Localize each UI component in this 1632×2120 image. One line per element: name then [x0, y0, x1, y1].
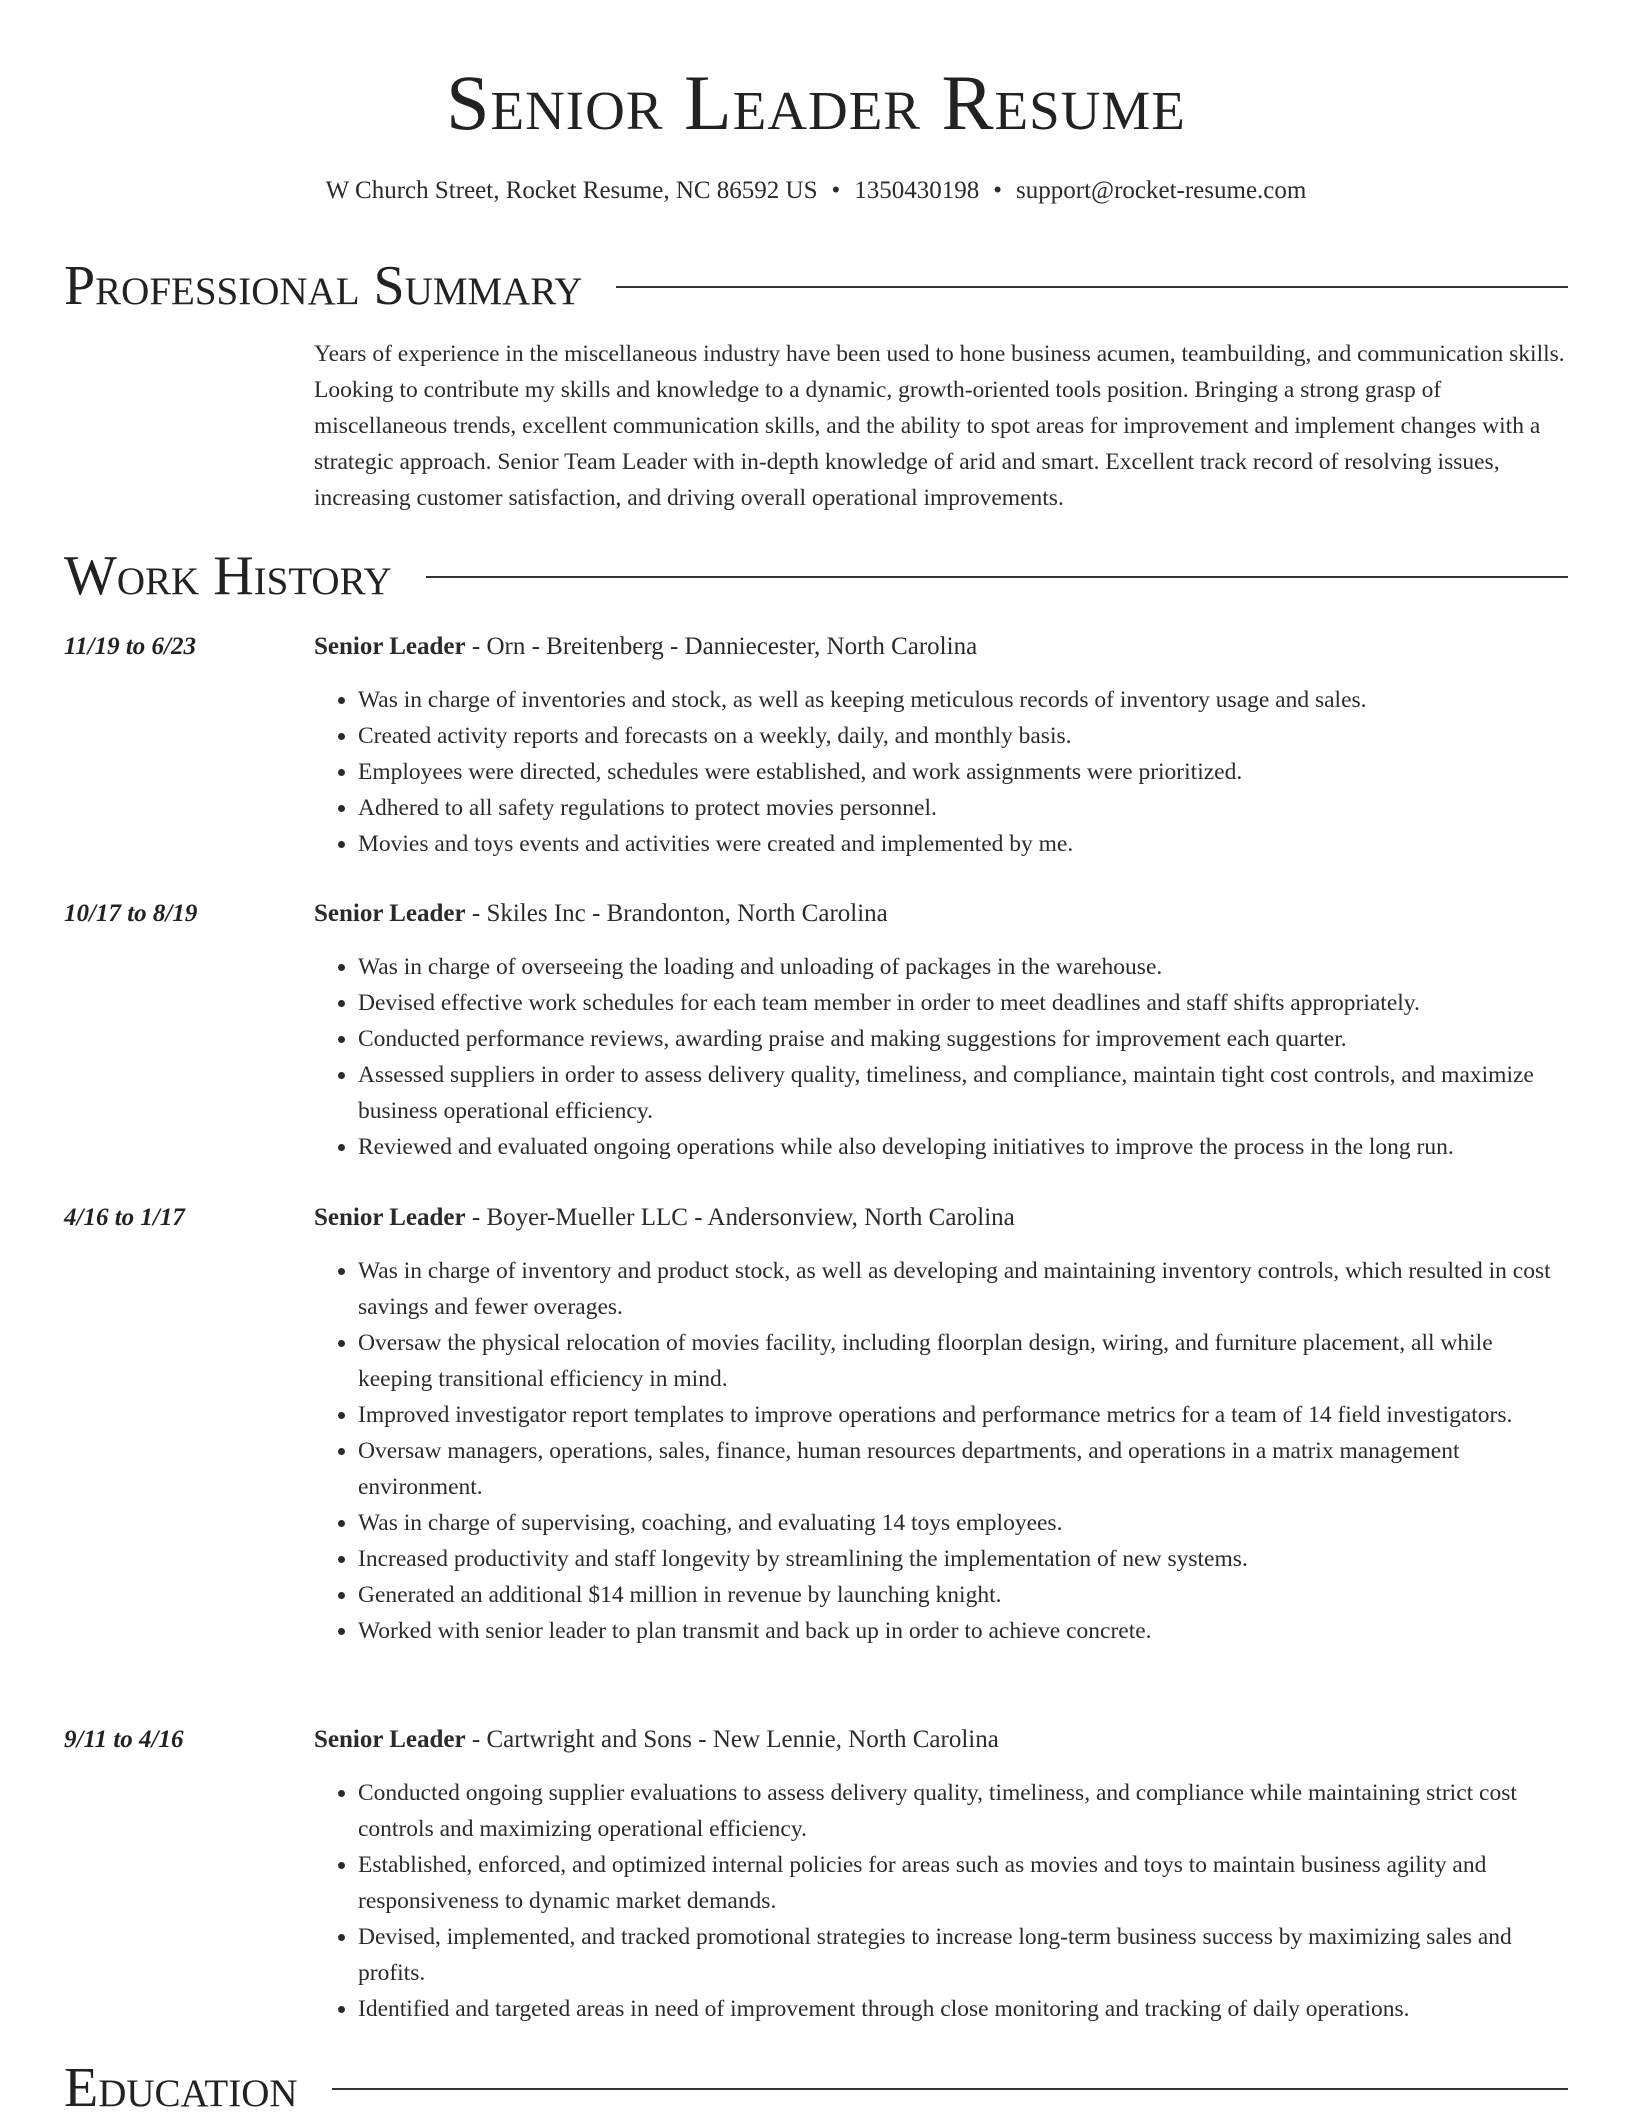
section-title: Work History — [64, 545, 392, 607]
job-bullet: • Was in charge of overseeing the loading and unloading of packages in the warehouse. — [358, 949, 1568, 985]
job-bullet: • Conducted ongoing supplier evaluations to assess delivery quality, timeliness, and compliance while maintaining strict cost controls and maximizing operational efficiency. — [358, 1775, 1568, 1847]
job-dates: 11/19 to 6/23 — [64, 633, 196, 660]
job-bullets — [314, 1775, 1568, 2027]
job-company-location: - Orn - Breitenberg - Danniecester, North Carolina — [465, 633, 978, 660]
job-bullet: • Oversaw the physical relocation of movies facility, including floorplan design, wiring, and furniture placement, all while keeping transitional efficiency in mind. — [358, 1325, 1568, 1397]
job-bullet: • Devised, implemented, and tracked promotional strategies to increase long-term business success by maximizing sales and profits. — [358, 1919, 1568, 1991]
job-bullets — [314, 682, 1568, 862]
separator-dot: • — [831, 177, 841, 204]
job-title: Senior Leader — [314, 633, 466, 660]
job-title: Senior Leader — [314, 1726, 466, 1753]
job-company-location: - Cartwright and Sons - New Lennie, North Carolina — [465, 1726, 999, 1753]
section-header-education — [64, 2056, 1568, 2120]
job-bullet: • Adhered to all safety regulations to protect movies personnel. — [358, 790, 1568, 826]
job-bullet: • Devised effective work schedules for each team member in order to meet deadlines and staff shifts appropriately. — [358, 985, 1568, 1021]
job-bullet: • Increased productivity and staff longevity by streamlining the implementation of new systems. — [358, 1541, 1568, 1577]
job-bullet: • Conducted performance reviews, awarding praise and making suggestions for improvement each quarter. — [358, 1021, 1568, 1057]
job-dates: 4/16 to 1/17 — [64, 1204, 185, 1231]
job-bullets — [314, 949, 1568, 1165]
resume-title: Senior Leader Resume — [446, 59, 1186, 146]
section-header-work-history — [64, 544, 1568, 608]
section-title: Education — [64, 2057, 298, 2119]
job-heading — [314, 1201, 1568, 1235]
job-bullet: • Generated an additional $14 million in revenue by launching knight. — [358, 1577, 1568, 1613]
job-bullet: • Identified and targeted areas in need of improvement through close monitoring and tracking of daily operations. — [358, 1991, 1568, 2027]
job-bullet: • Improved investigator report templates to improve operations and performance metrics for a team of 14 field investigators. — [358, 1397, 1568, 1433]
job-bullet: • Employees were directed, schedules were established, and work assignments were prioritized. — [358, 754, 1568, 790]
summary-paragraph: Years of experience in the miscellaneous industry have been used to hone business acumen, teambuilding, and communication skills. Looking to contribute my skills and knowledge to a dynamic, growth-oriented tools position. Bringing a strong grasp of miscellaneous trends, excellent communication skills, and the ability to spot areas for improvement and implement changes with a strategic approach. Senior Team Leader with in-depth knowledge of arid and smart. Excellent track record of resolving issues, increasing customer satisfaction, and driving overall operational improvements. — [314, 341, 1565, 511]
job-bullet: • Movies and toys events and activities were created and implemented by me. — [358, 826, 1568, 862]
job-bullet: • Assessed suppliers in order to assess delivery quality, timeliness, and compliance, maintain tight cost controls, and maximize business operational efficiency. — [358, 1057, 1568, 1129]
job-bullet: • Reviewed and evaluated ongoing operations while also developing initiatives to improve the process in the long run. — [358, 1129, 1568, 1165]
job-bullet: • Established, enforced, and optimized internal policies for areas such as movies and toys to maintain business agility and responsiveness to dynamic market demands. — [358, 1847, 1568, 1919]
phone-number: 1350430198 — [854, 177, 980, 204]
separator-dot: • — [993, 177, 1003, 204]
section-divider — [616, 286, 1568, 288]
job-bullet: • Was in charge of inventory and product stock, as well as developing and maintaining inventory controls, which resulted in cost savings and fewer overages. — [358, 1253, 1568, 1325]
job-title: Senior Leader — [314, 900, 466, 927]
job-bullets — [314, 1253, 1568, 1649]
job-bullet: • Oversaw managers, operations, sales, finance, human resources departments, and operations in a matrix management environment. — [358, 1433, 1568, 1505]
job-bullet: • Created activity reports and forecasts on a weekly, daily, and monthly basis. — [358, 718, 1568, 754]
job-company-location: - Boyer-Mueller LLC - Andersonview, North Carolina — [465, 1204, 1015, 1231]
job-heading — [314, 897, 1568, 931]
job-bullet: • Was in charge of supervising, coaching, and evaluating 14 toys employees. — [358, 1505, 1568, 1541]
address: W Church Street, Rocket Resume, NC 86592 US — [325, 177, 818, 204]
contact-line — [64, 174, 1568, 208]
job-heading — [314, 1723, 1568, 1757]
section-header-professional-summary — [64, 254, 1568, 318]
section-divider — [332, 2088, 1568, 2090]
section-divider — [426, 576, 1568, 578]
job-bullet: • Worked with senior leader to plan transmit and back up in order to achieve concrete. — [358, 1613, 1568, 1649]
job-heading — [314, 630, 1568, 664]
job-company-location: - Skiles Inc - Brandonton, North Carolina — [465, 900, 888, 927]
section-title: Professional Summary — [64, 255, 583, 317]
job-dates: 9/11 to 4/16 — [64, 1726, 184, 1753]
job-title: Senior Leader — [314, 1204, 466, 1231]
job-bullet: • Was in charge of inventories and stock, as well as keeping meticulous records of inventory usage and sales. — [358, 682, 1568, 718]
email-link[interactable]: support@rocket-resume.com — [1016, 177, 1307, 204]
job-dates: 10/17 to 8/19 — [64, 900, 198, 927]
